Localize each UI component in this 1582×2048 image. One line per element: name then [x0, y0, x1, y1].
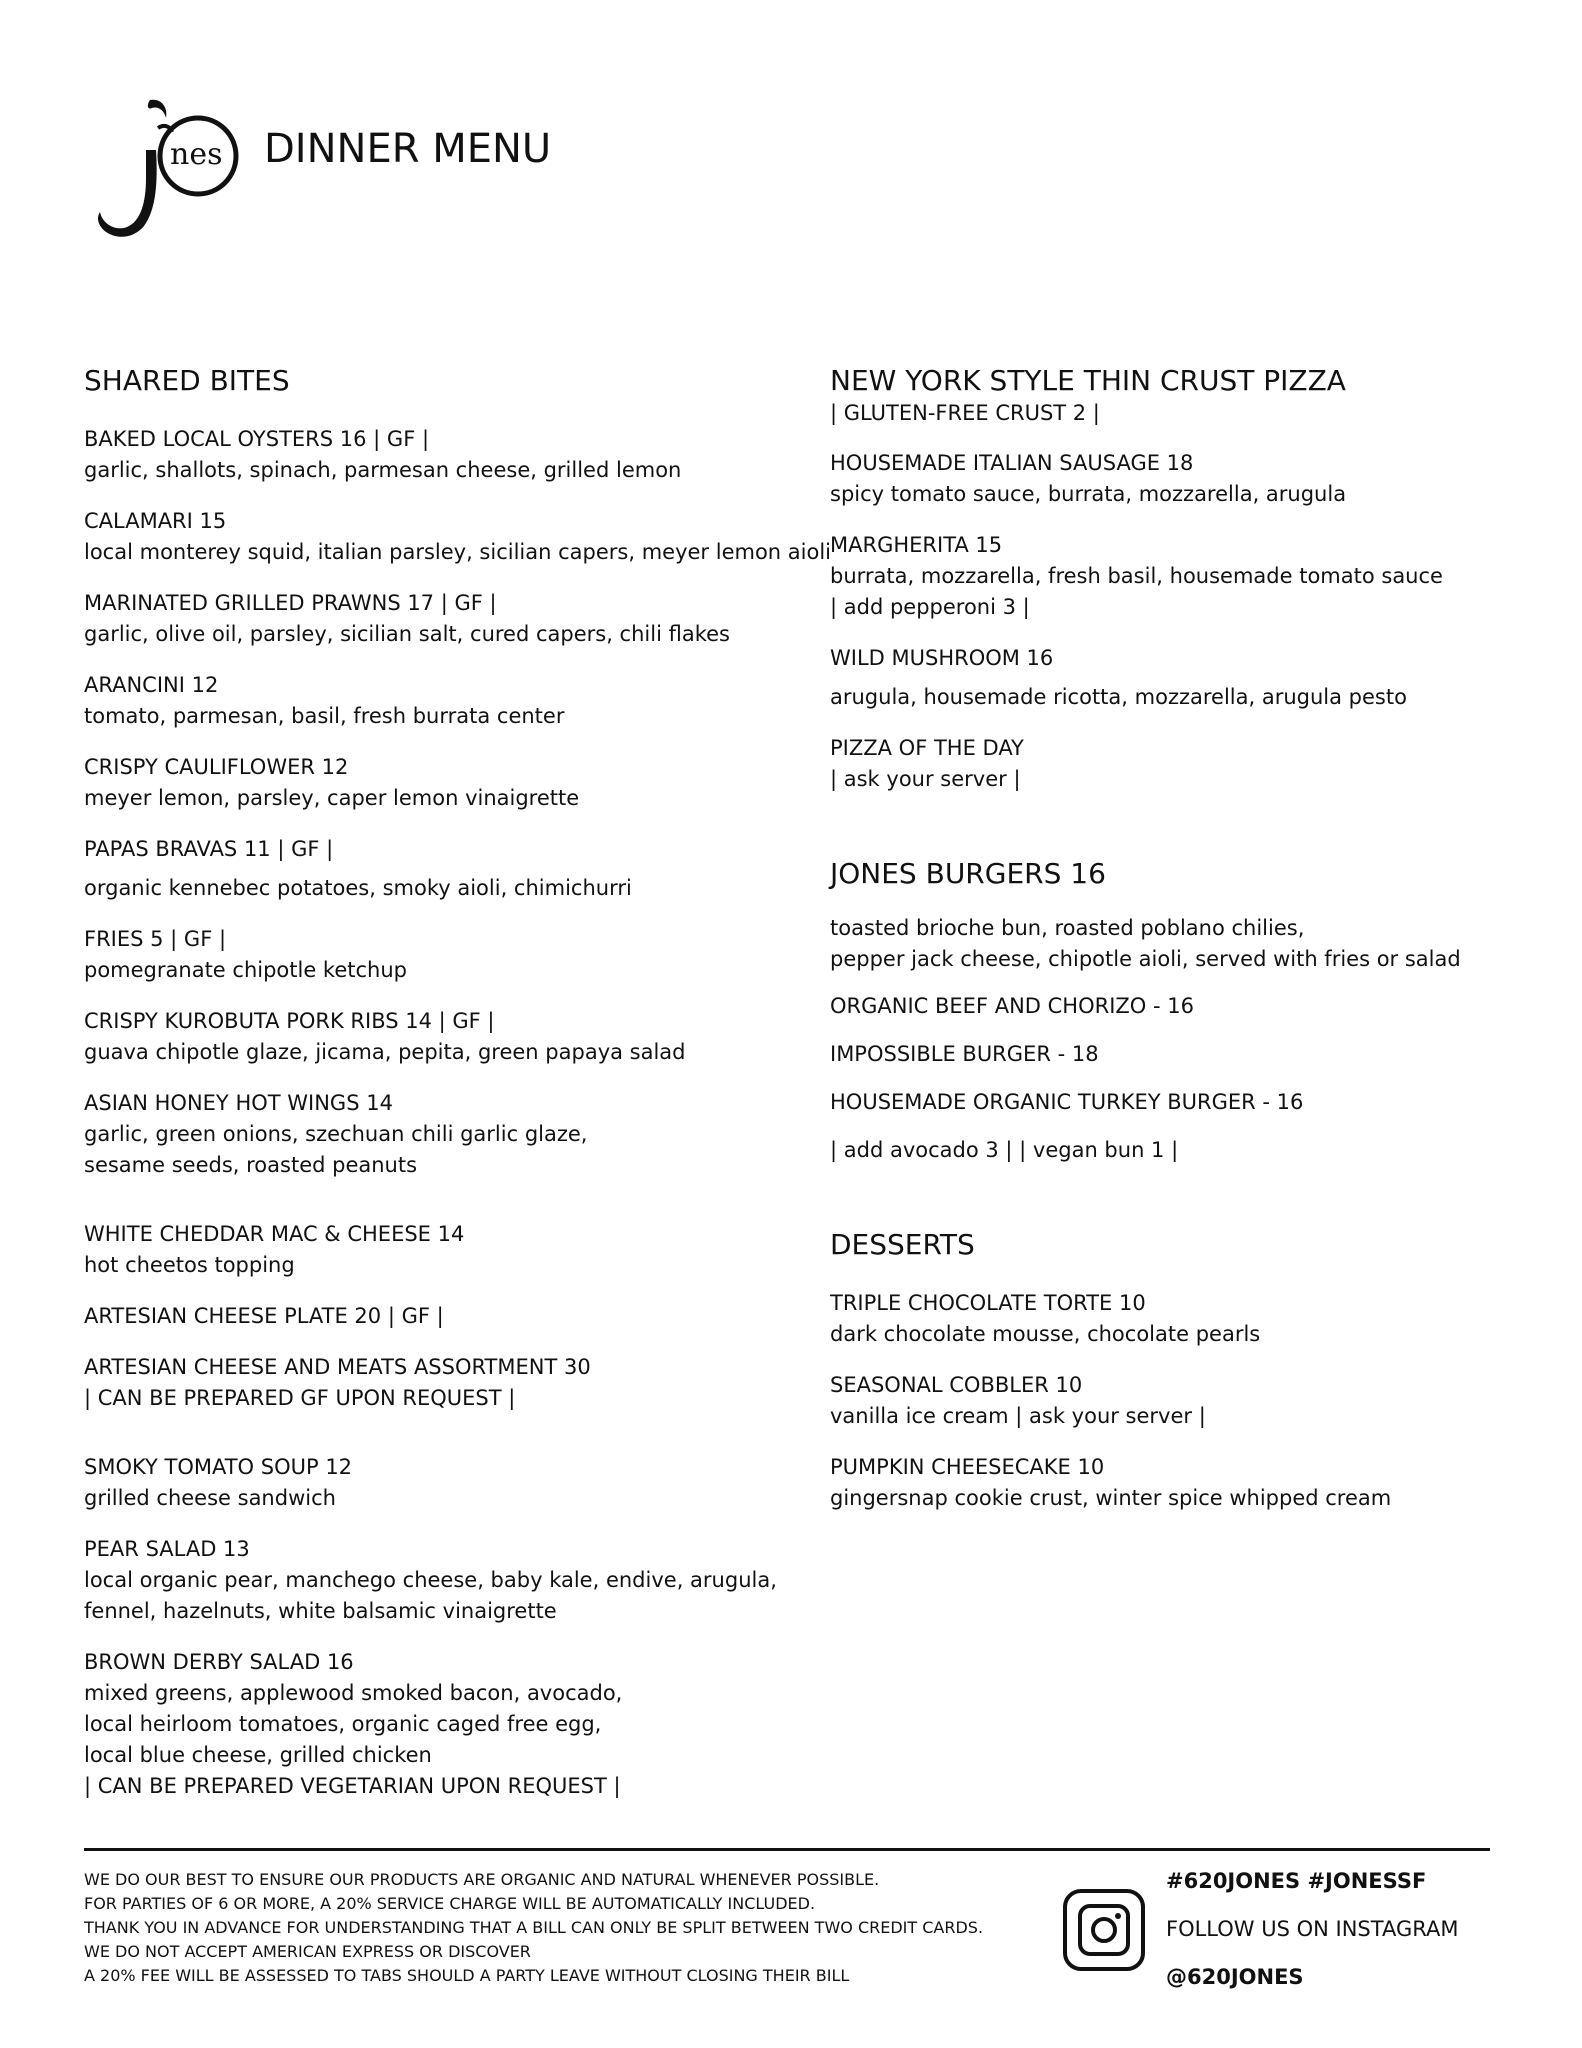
burgers-section [830, 857, 1530, 1166]
item-name: WHITE CHEDDAR MAC & CHEESE 14 [84, 1222, 465, 1246]
shared-bites-section [84, 364, 831, 1802]
jones-logo-icon [84, 92, 244, 252]
item-desc: vanilla ice cream | ask your server | [830, 1404, 1206, 1428]
menu-item [84, 424, 804, 486]
burger-addons: | add avocado 3 | | vegan bun 1 | [830, 1138, 1179, 1162]
item-desc: tomato, parmesan, basil, fresh burrata center [84, 704, 565, 728]
menu-item [84, 1534, 804, 1627]
footer-line: FOR PARTIES OF 6 OR MORE, A 20% SERVICE CHARGE WILL BE AUTOMATICALLY INCLUDED. [84, 1894, 816, 1913]
item-desc: toasted brioche bun, roasted poblano chilies, [830, 916, 1305, 940]
item-name: PAPAS BRAVAS 11 | GF | [84, 837, 334, 861]
item-name: MARINATED GRILLED PRAWNS 17 | GF | [84, 591, 497, 615]
item-desc: guava chipotle glaze, jicama, pepita, green papaya salad [84, 1040, 686, 1064]
item-name: HOUSEMADE ITALIAN SAUSAGE 18 [830, 451, 1194, 475]
item-desc: local blue cheese, grilled chicken [84, 1743, 432, 1767]
item-name: TRIPLE CHOCOLATE TORTE 10 [830, 1291, 1146, 1315]
section-title: NEW YORK STYLE THIN CRUST PIZZA [830, 364, 1346, 397]
menu-item [84, 1088, 804, 1181]
menu-item [830, 1288, 1530, 1350]
menu-item [830, 1370, 1530, 1432]
item-name: BROWN DERBY SALAD 16 [84, 1650, 354, 1674]
page-title: DINNER MENU [264, 126, 552, 172]
item-name: PIZZA OF THE DAY [830, 736, 1024, 760]
item-name: WILD MUSHROOM 16 [830, 646, 1054, 670]
menu-item [84, 924, 804, 986]
item-note: | CAN BE PREPARED VEGETARIAN UPON REQUEST | [84, 1774, 621, 1798]
section-title: JONES BURGERS 16 [830, 857, 1106, 890]
hashtags: #620JONES #JONESSF [1166, 1869, 1427, 1893]
item-name: CRISPY KUROBUTA PORK RIBS 14 | GF | [84, 1009, 495, 1033]
section-title: SHARED BITES [84, 364, 290, 397]
item-desc: fennel, hazelnuts, white balsamic vinaigrette [84, 1599, 557, 1623]
footer-notices [84, 1868, 983, 1988]
item-name: FRIES 5 | GF | [84, 927, 227, 951]
menu-item [84, 1006, 804, 1068]
right-column [830, 364, 1530, 1514]
burger-description [830, 913, 1530, 975]
item-name: ASIAN HONEY HOT WINGS 14 [84, 1091, 393, 1115]
menu-item [84, 1301, 804, 1332]
pizza-section [830, 364, 1530, 795]
item-name: ARANCINI 12 [84, 673, 219, 697]
menu-item [830, 643, 1530, 713]
footer-line: THANK YOU IN ADVANCE FOR UNDERSTANDING THAT A BILL CAN ONLY BE SPLIT BETWEEN TWO CREDIT CARDS. [84, 1918, 984, 1937]
item-name: MARGHERITA 15 [830, 533, 1003, 557]
item-desc: meyer lemon, parsley, caper lemon vinaigrette [84, 786, 580, 810]
menu-item [84, 1647, 804, 1802]
item-name: ARTESIAN CHEESE AND MEATS ASSORTMENT 30 [84, 1355, 591, 1379]
menu-item [830, 1452, 1530, 1514]
item-desc: pomegranate chipotle ketchup [84, 958, 407, 982]
menu-item [84, 670, 804, 732]
item-desc: garlic, shallots, spinach, parmesan cheese, grilled lemon [84, 458, 682, 482]
item-name: ARTESIAN CHEESE PLATE 20 | GF | [84, 1304, 444, 1328]
menu-item [830, 733, 1530, 795]
item-desc: local monterey squid, italian parsley, sicilian capers, meyer lemon aioli [84, 540, 831, 564]
item-desc: arugula, housemade ricotta, mozzarella, arugula pesto [830, 685, 1407, 709]
burger-option: HOUSEMADE ORGANIC TURKEY BURGER - 16 [830, 1090, 1304, 1114]
item-desc: garlic, olive oil, parsley, sicilian salt, cured capers, chili flakes [84, 622, 730, 646]
item-desc: local organic pear, manchego cheese, baby kale, endive, arugula, [84, 1568, 777, 1592]
instagram-icon [1062, 1888, 1146, 1972]
item-desc: gingersnap cookie crust, winter spice whipped cream [830, 1486, 1392, 1510]
item-desc: sesame seeds, roasted peanuts [84, 1153, 418, 1177]
item-desc: | ask your server | [830, 767, 1021, 791]
item-desc: mixed greens, applewood smoked bacon, avocado, [84, 1681, 623, 1705]
burger-option: IMPOSSIBLE BURGER - 18 [830, 1042, 1099, 1066]
menu-item [84, 752, 804, 814]
menu-item [84, 1352, 804, 1414]
menu-item [830, 448, 1530, 510]
menu-item [830, 530, 1530, 623]
item-desc: dark chocolate mousse, chocolate pearls [830, 1322, 1261, 1346]
menu-item [84, 588, 804, 650]
menu-item [84, 834, 804, 904]
follow-text: FOLLOW US ON INSTAGRAM [1166, 1917, 1459, 1941]
menu-item [84, 1219, 804, 1281]
item-desc: burrata, mozzarella, fresh basil, housemade tomato sauce [830, 564, 1443, 588]
section-title: DESSERTS [830, 1228, 975, 1261]
item-name: BAKED LOCAL OYSTERS 16 | GF | [84, 427, 430, 451]
instagram-handle: @620JONES [1166, 1965, 1304, 1989]
item-name: CALAMARI 15 [84, 509, 227, 533]
item-name: SEASONAL COBBLER 10 [830, 1373, 1083, 1397]
footer-line: WE DO OUR BEST TO ENSURE OUR PRODUCTS ARE ORGANIC AND NATURAL WHENEVER POSSIBLE. [84, 1870, 880, 1889]
item-desc: pepper jack cheese, chipotle aioli, served with fries or salad [830, 947, 1461, 971]
menu-item [84, 506, 831, 568]
burger-option: ORGANIC BEEF AND CHORIZO - 16 [830, 994, 1194, 1018]
item-desc: spicy tomato sauce, burrata, mozzarella, arugula [830, 482, 1347, 506]
logo-lettering: nes [170, 137, 223, 172]
item-desc: garlic, green onions, szechuan chili garlic glaze, [84, 1122, 588, 1146]
item-name: PUMPKIN CHEESECAKE 10 [830, 1455, 1105, 1479]
item-name: CRISPY CAULIFLOWER 12 [84, 755, 349, 779]
footer-line: A 20% FEE WILL BE ASSESSED TO TABS SHOULD A PARTY LEAVE WITHOUT CLOSING THEIR BILL [84, 1966, 850, 1985]
section-note: | GLUTEN-FREE CRUST 2 | [830, 401, 1100, 425]
item-note: | add pepperoni 3 | [830, 595, 1030, 619]
item-desc: grilled cheese sandwich [84, 1486, 336, 1510]
item-name: SMOKY TOMATO SOUP 12 [84, 1455, 353, 1479]
desserts-section [830, 1228, 1530, 1514]
menu-item [84, 1452, 804, 1514]
item-desc: local heirloom tomatoes, organic caged free egg, [84, 1712, 602, 1736]
item-desc: hot cheetos topping [84, 1253, 295, 1277]
item-note: | CAN BE PREPARED GF UPON REQUEST | [84, 1386, 516, 1410]
footer-divider [84, 1848, 1490, 1851]
item-name: PEAR SALAD 13 [84, 1537, 250, 1561]
item-desc: organic kennebec potatoes, smoky aioli, chimichurri [84, 876, 632, 900]
footer-line: WE DO NOT ACCEPT AMERICAN EXPRESS OR DISCOVER [84, 1942, 531, 1961]
social-block [1166, 1864, 1458, 2008]
